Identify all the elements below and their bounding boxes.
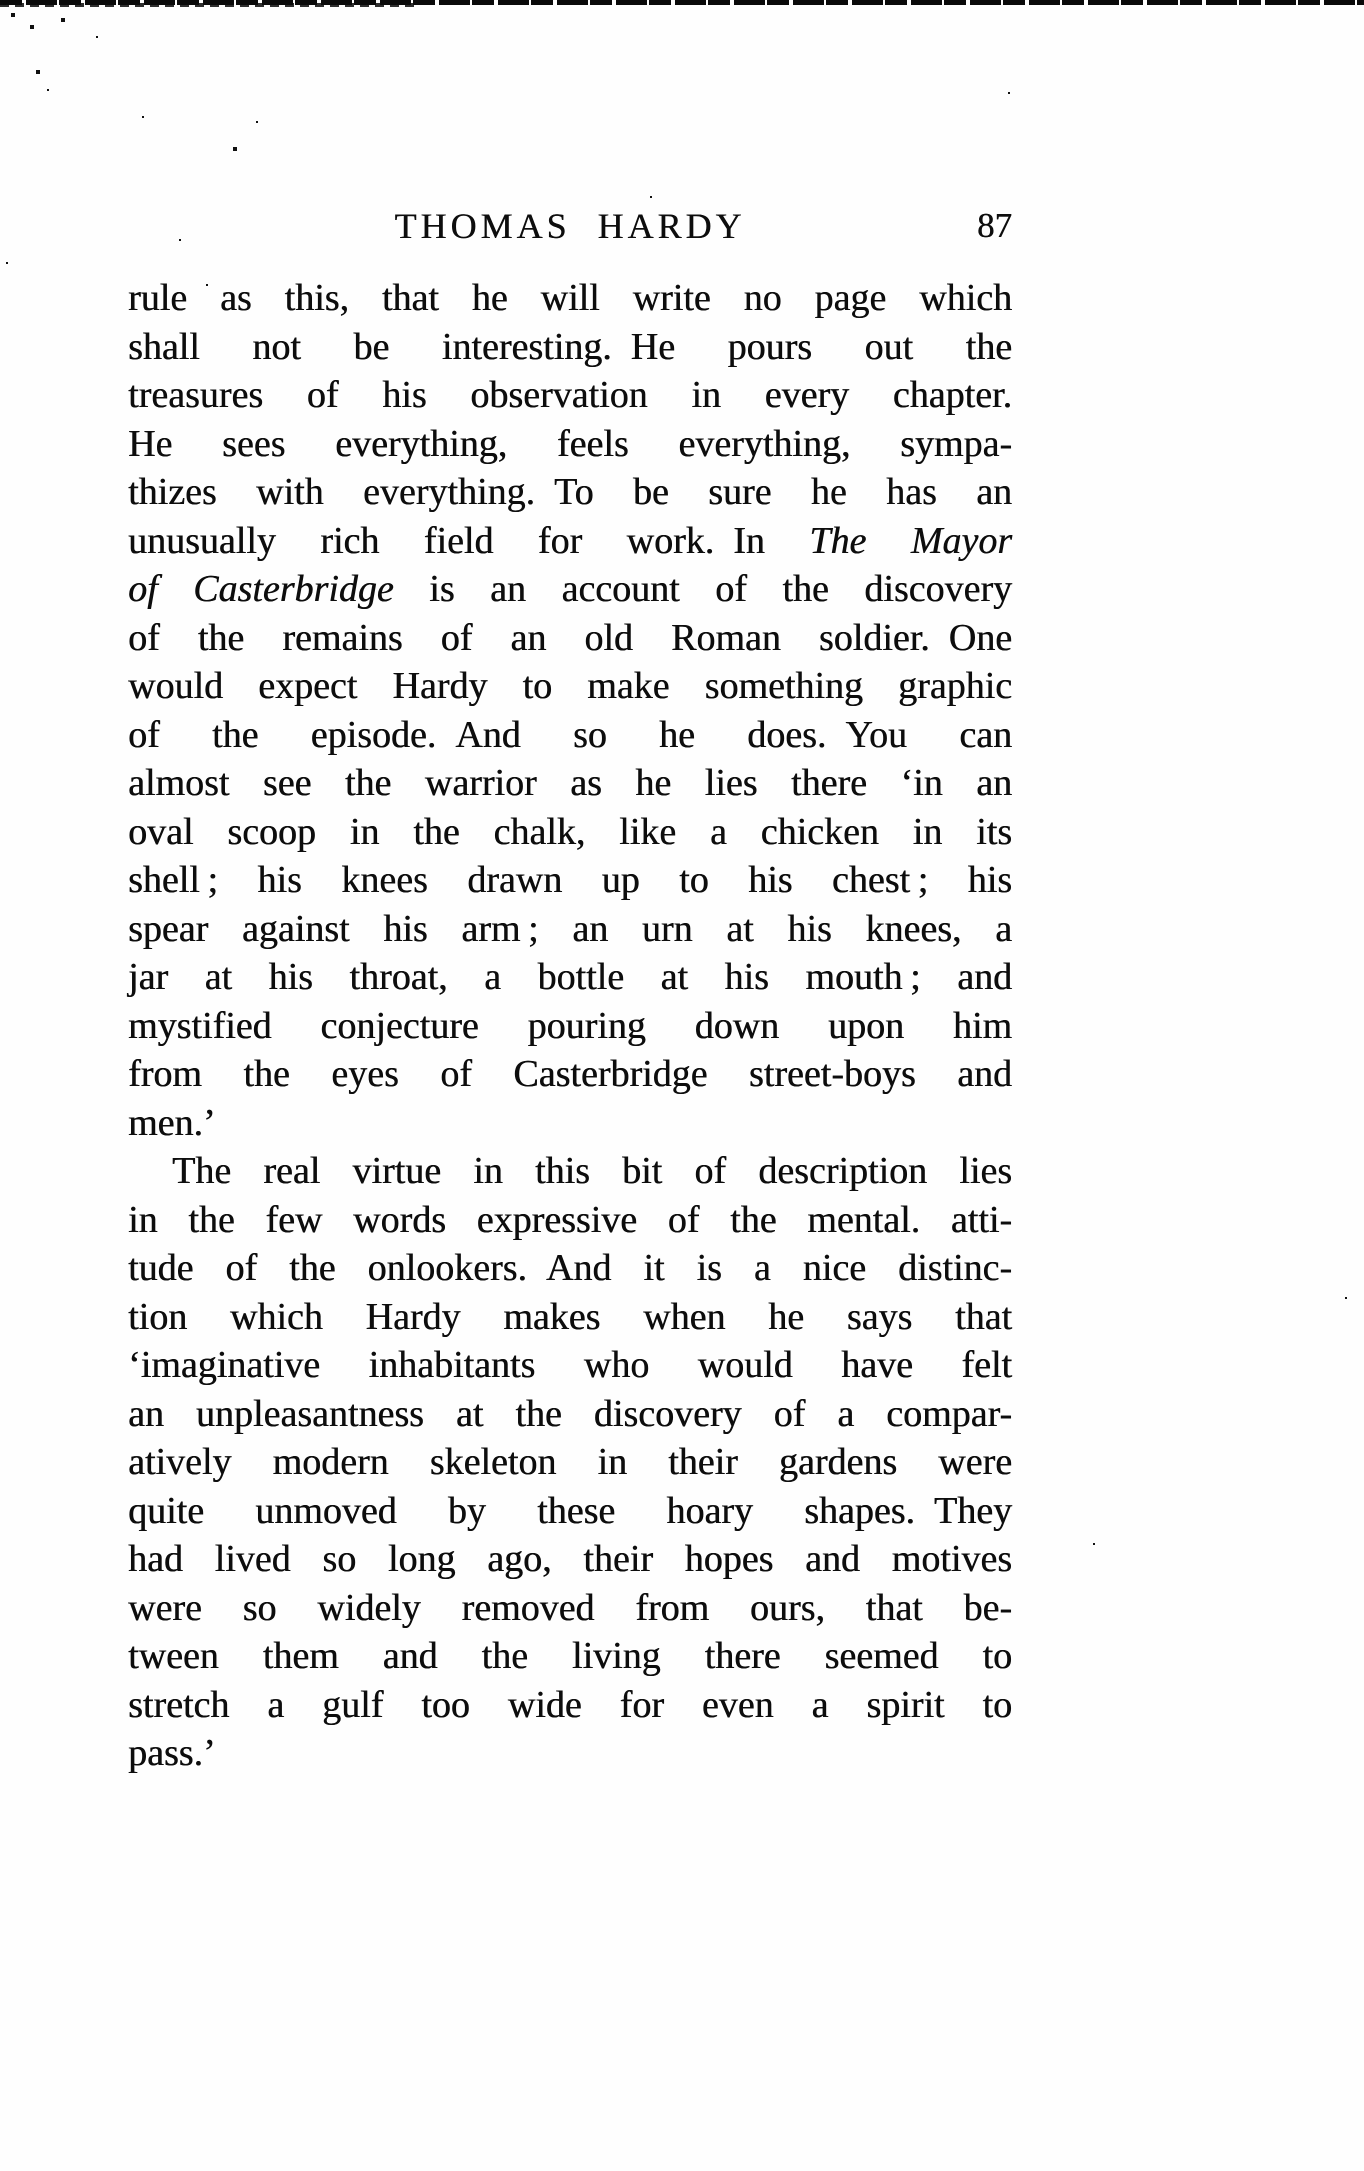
page-body: [128, 274, 1012, 1778]
text-run: is an account of the discovery: [393, 568, 1012, 610]
text-line: ‘imaginative inhabitants who would have felt: [128, 1344, 1012, 1386]
text-line: thizes with everything. To be sure he has an: [128, 471, 1012, 513]
paragraph-1: [128, 274, 1012, 1147]
text-line: mystified conjecture pouring down upon him: [128, 1004, 1012, 1047]
text-line: tion which Hardy makes when he says that: [128, 1295, 1012, 1338]
text-line: tude of the onlookers. And it is a nice distinc-: [128, 1247, 1012, 1289]
text-line: shall not be interesting. He pours out the: [128, 325, 1012, 368]
text-line: quite unmoved by these hoary shapes. They: [128, 1489, 1012, 1532]
page-header: [128, 202, 1012, 250]
text-line: would expect Hardy to make something graphic: [128, 665, 1012, 707]
text-line: of the episode. And so he does. You can: [128, 713, 1012, 756]
text-line: shell ; his knees drawn up to his chest ; his: [128, 859, 1012, 901]
text-line: [128, 517, 1012, 566]
paragraph-2: [128, 1147, 1012, 1778]
text-line: atively modern skeleton in their gardens were: [128, 1441, 1012, 1483]
scan-specks: [0, 0, 2, 2]
text-line: had lived so long ago, their hopes and motives: [128, 1538, 1012, 1580]
text-line: in the few words expressive of the mental. atti-: [128, 1198, 1012, 1241]
text-line: The real virtue in this bit of description lies: [172, 1150, 1012, 1192]
text-line: He sees everything, feels everything, sympa-: [128, 422, 1012, 465]
text-line: stretch a gulf too wide for even a spirit to: [128, 1683, 1012, 1726]
text-line: rule as this, that he will write no page which: [128, 277, 1012, 319]
text-line: pass.’: [128, 1732, 216, 1774]
text-line: treasures of his observation in every chapter.: [128, 374, 1012, 416]
text-line: were so widely removed from ours, that be-: [128, 1586, 1012, 1629]
page-number: 87: [977, 206, 1012, 245]
text-line: men.’: [128, 1101, 216, 1144]
text-line: [128, 565, 1012, 614]
book-title-italic: of Casterbridge: [128, 568, 394, 610]
scan-artifact-top-edge-left: [0, 3, 420, 7]
text-line: oval scoop in the chalk, like a chicken in its: [128, 810, 1012, 853]
running-title: THOMAS HARDY: [394, 206, 746, 246]
text-line: tween them and the living there seemed to: [128, 1635, 1012, 1677]
text-line: of the remains of an old Roman soldier. One: [128, 616, 1012, 659]
text-run: unusually rich field for work. In: [128, 519, 810, 562]
book-title-italic: The Mayor: [809, 519, 1012, 562]
text-line: from the eyes of Casterbridge street-boys and: [128, 1053, 1012, 1095]
text-line: almost see the warrior as he lies there ‘in an: [128, 762, 1012, 804]
text-line: spear against his arm ; an urn at his knees, a: [128, 907, 1012, 950]
text-line: jar at his throat, a bottle at his mouth ; and: [128, 956, 1012, 998]
text-line: an unpleasantness at the discovery of a compar-: [128, 1392, 1012, 1435]
